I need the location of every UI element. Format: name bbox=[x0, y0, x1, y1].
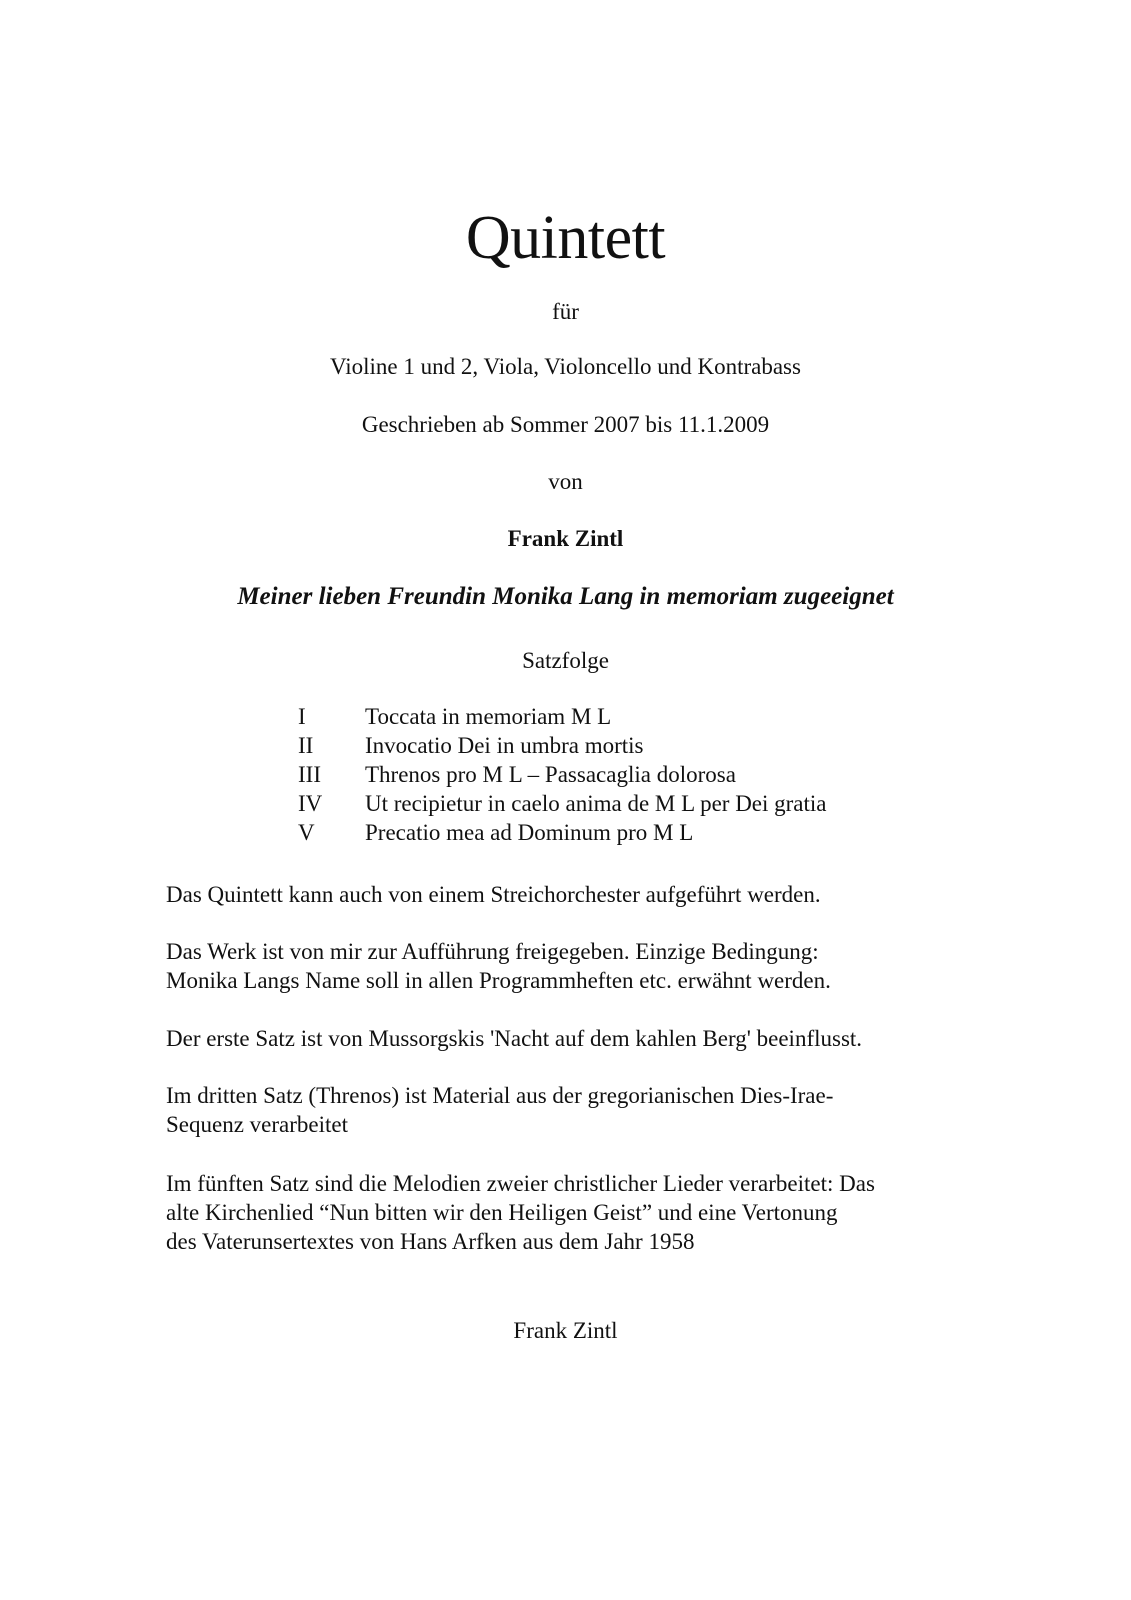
note-erster-satz bbox=[166, 1024, 966, 1053]
dedication: Meiner lieben Freundin Monika Lang in memoriam zugeeignet bbox=[237, 583, 894, 610]
note-line: des Vaterunsertextes von Hans Arfken aus dem Jahr 1958 bbox=[166, 1229, 695, 1254]
movement-item bbox=[298, 702, 827, 731]
movement-numeral: IV bbox=[298, 791, 323, 816]
page-title: Quintett bbox=[465, 204, 666, 272]
note-line: alte Kirchenlied “Nun bitten wir den Heiligen Geist” und eine Vertonung bbox=[166, 1200, 838, 1225]
movement-item bbox=[298, 731, 827, 760]
movement-title: Invocatio Dei in umbra mortis bbox=[365, 733, 644, 758]
instrumentation: Violine 1 und 2, Viola, Violoncello und Kontrabass bbox=[330, 354, 801, 379]
movement-title: Precatio mea ad Dominum pro M L bbox=[365, 820, 694, 845]
note-fuenfter-satz bbox=[166, 1169, 966, 1256]
composition-dates: Geschrieben ab Sommer 2007 bis 11.1.2009 bbox=[361, 412, 770, 437]
movement-numeral: I bbox=[298, 704, 306, 729]
satzfolge-heading: Satzfolge bbox=[522, 648, 609, 673]
movement-numeral: III bbox=[298, 762, 321, 787]
composer-name: Frank Zintl bbox=[507, 526, 624, 551]
movement-item bbox=[298, 760, 827, 789]
note-line: Sequenz verarbeitet bbox=[166, 1112, 348, 1137]
note-line: Monika Langs Name soll in allen Programmheften etc. erwähnt werden. bbox=[166, 968, 831, 993]
note-freigabe bbox=[166, 937, 966, 995]
signature: Frank Zintl bbox=[513, 1318, 618, 1343]
note-line: Das Quintett kann auch von einem Streichorchester aufgeführt werden. bbox=[166, 882, 821, 907]
note-dritter-satz bbox=[166, 1081, 966, 1139]
von-label: von bbox=[548, 469, 583, 494]
note-streichorchester bbox=[166, 880, 966, 909]
movement-title: Threnos pro M L – Passacaglia dolorosa bbox=[365, 762, 736, 787]
movement-item bbox=[298, 818, 827, 847]
note-line: Der erste Satz ist von Mussorgskis 'Nacht auf dem kahlen Berg' beeinflusst. bbox=[166, 1026, 863, 1051]
movement-title: Toccata in memoriam M L bbox=[365, 704, 612, 729]
note-line: Im fünften Satz sind die Melodien zweier christlicher Lieder verarbeitet: Das bbox=[166, 1171, 875, 1196]
movement-numeral: V bbox=[298, 820, 315, 845]
movement-numeral: II bbox=[298, 733, 314, 758]
movement-item bbox=[298, 789, 827, 818]
fuer-label: für bbox=[552, 299, 579, 324]
note-line: Im dritten Satz (Threnos) ist Material aus der gregorianischen Dies-Irae- bbox=[166, 1083, 834, 1108]
note-line: Das Werk ist von mir zur Aufführung freigegeben. Einzige Bedingung: bbox=[166, 939, 819, 964]
movement-list bbox=[298, 702, 827, 847]
movement-title: Ut recipietur in caelo anima de M L per Dei gratia bbox=[365, 791, 827, 816]
